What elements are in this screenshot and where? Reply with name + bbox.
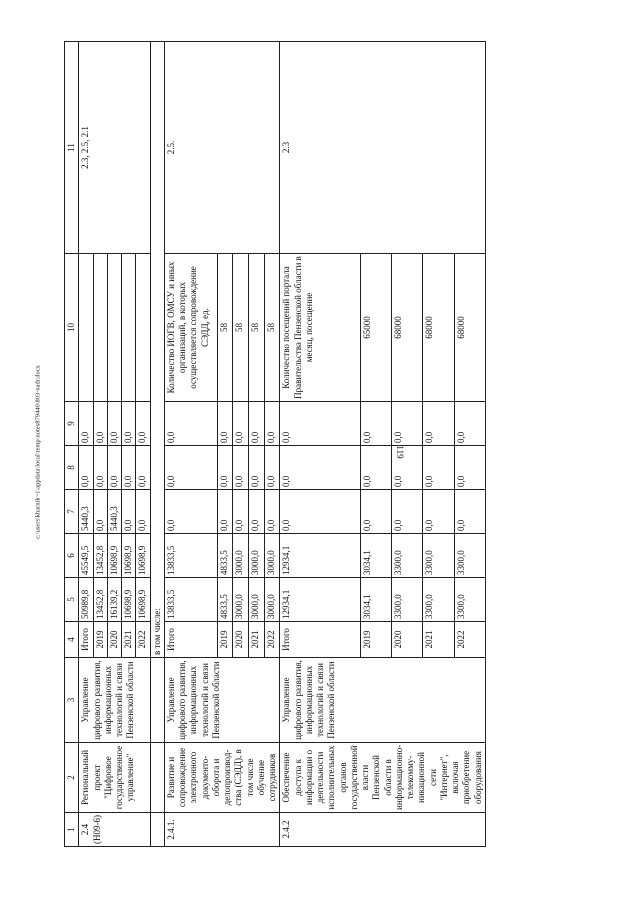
regional-budget-cell: 13452,8 [93, 534, 107, 578]
table-row [280, 42, 361, 847]
federal-budget-cell: 0,0 [122, 490, 136, 534]
indicator-value: 58 [233, 254, 249, 402]
regional-budget-cell: 10698,9 [122, 534, 136, 578]
executor: Управление цифрового развития, информационных технологий и связи Пензенской области [280, 658, 486, 743]
indicator-name: Количество посещений портала Правительства Пензенской области в месяц, посещение [280, 254, 361, 402]
in-that-number-row [150, 42, 164, 847]
local-budget-cell: 0,0 [248, 446, 264, 490]
indicator-value: 58 [264, 254, 280, 402]
offbudget-cell: 0,0 [264, 402, 280, 446]
federal-budget-cell: 0,0 [454, 490, 485, 534]
indicator-cell [107, 254, 121, 402]
regional-budget-cell: 10698,9 [107, 534, 121, 578]
offbudget-cell: 0,0 [360, 402, 391, 446]
local-budget-cell: 0,0 [217, 446, 233, 490]
regional-budget-cell: 10698,9 [136, 534, 150, 578]
indicator-name: Количество ИОГВ, ОМСУ и иных организаций, в которых осуществляется сопровождение СЭДД, ед. [164, 254, 217, 402]
local-budget-cell: 0,0 [233, 446, 249, 490]
regional-budget-cell: 3000,0 [264, 534, 280, 578]
year-cell: Итого [280, 622, 361, 658]
col-2: 2 [65, 743, 79, 813]
total-funding-cell: 50989,8 [79, 578, 93, 622]
indicator-value: 58 [217, 254, 233, 402]
task-ref: 2.3, 2.5, 2.1 [79, 42, 150, 254]
federal-budget-cell: 0,0 [93, 490, 107, 534]
executor: Управление цифрового развития, информационных технологий и связи Пензенской области [164, 658, 280, 743]
row-id: 2.4.1. [164, 813, 280, 847]
col-10: 10 [65, 254, 79, 402]
year-cell: 2022 [264, 622, 280, 658]
total-funding-cell: 3000,0 [248, 578, 264, 622]
offbudget-cell: 0,0 [454, 402, 485, 446]
activity-name: Обеспечение доступа к информации о деятельности исполнительных органов государственной власти Пензенской области в информационно-телекомму-никационной сети "Интернет", включая приобретение оборудования [280, 743, 486, 813]
program-table [64, 41, 486, 847]
table-body [79, 42, 486, 847]
total-funding-cell: 13452,8 [93, 578, 107, 622]
row-id: 2.4.2 [280, 813, 486, 847]
local-budget-cell: 0,0 [423, 446, 454, 490]
col-9: 9 [65, 402, 79, 446]
offbudget-cell: 0,0 [423, 402, 454, 446]
offbudget-cell: 0,0 [79, 402, 93, 446]
in-that-number-label: в том числе: [150, 42, 164, 658]
indicator-cell [122, 254, 136, 402]
federal-budget-cell: 0,0 [233, 490, 249, 534]
col-8: 8 [65, 446, 79, 490]
year-cell: 2020 [233, 622, 249, 658]
offbudget-cell: 0,0 [164, 402, 217, 446]
local-budget-cell: 0,0 [93, 446, 107, 490]
indicator-value: 68000 [423, 254, 454, 402]
local-budget-cell: 0,0 [392, 446, 423, 490]
regional-budget-cell: 3300,0 [392, 534, 423, 578]
year-cell: 2022 [454, 622, 485, 658]
col-1: 1 [65, 813, 79, 847]
year-cell: 2020 [392, 622, 423, 658]
total-funding-cell: 3300,0 [423, 578, 454, 622]
year-cell: Итого [79, 622, 93, 658]
federal-budget-cell: 5440,3 [107, 490, 121, 534]
col-11: 11 [65, 42, 79, 254]
rotated-table-wrapper [64, 42, 640, 847]
regional-budget-cell: 12934,1 [280, 534, 361, 578]
federal-budget-cell: 0,0 [136, 490, 150, 534]
offbudget-cell: 0,0 [233, 402, 249, 446]
total-funding-cell: 16139,2 [107, 578, 121, 622]
regional-budget-cell: 4833,5 [217, 534, 233, 578]
total-funding-cell: 3000,0 [233, 578, 249, 622]
empty-cell [150, 813, 164, 847]
page-number: 119 [395, 445, 405, 459]
total-funding-cell: 10698,9 [136, 578, 150, 622]
local-budget-cell: 0,0 [79, 446, 93, 490]
local-budget-cell: 0,0 [264, 446, 280, 490]
year-cell: 2020 [107, 622, 121, 658]
year-cell: 2019 [93, 622, 107, 658]
local-budget-cell: 0,0 [454, 446, 485, 490]
offbudget-cell: 0,0 [107, 402, 121, 446]
task-ref: 2.3 [280, 42, 486, 254]
row-id: 2.4 (Н09-6) [79, 813, 150, 847]
local-budget-cell: 0,0 [122, 446, 136, 490]
year-cell: Итого [164, 622, 217, 658]
offbudget-cell: 0,0 [392, 402, 423, 446]
indicator-cell [93, 254, 107, 402]
empty-cell [150, 743, 164, 813]
total-funding-cell: 12934,1 [280, 578, 361, 622]
federal-budget-cell: 0,0 [248, 490, 264, 534]
activity-name: Региональный проект "Цифровое государственное управление" [79, 743, 150, 813]
regional-budget-cell: 3000,0 [233, 534, 249, 578]
local-budget-cell: 0,0 [107, 446, 121, 490]
regional-budget-cell: 45549,5 [79, 534, 93, 578]
total-funding-cell: 3300,0 [392, 578, 423, 622]
federal-budget-cell: 0,0 [392, 490, 423, 534]
col-6: 6 [65, 534, 79, 578]
indicator-value: 58 [248, 254, 264, 402]
empty-cell [150, 658, 164, 743]
col-7: 7 [65, 490, 79, 534]
column-number-row [65, 42, 79, 847]
federal-budget-cell: 5440,3 [79, 490, 93, 534]
offbudget-cell: 0,0 [136, 402, 150, 446]
offbudget-cell: 0,0 [280, 402, 361, 446]
federal-budget-cell: 0,0 [164, 490, 217, 534]
offbudget-cell: 0,0 [217, 402, 233, 446]
year-cell: 2021 [423, 622, 454, 658]
table-row [79, 42, 93, 847]
offbudget-cell: 0,0 [122, 402, 136, 446]
regional-budget-cell: 13833,5 [164, 534, 217, 578]
federal-budget-cell: 0,0 [264, 490, 280, 534]
regional-budget-cell: 3000,0 [248, 534, 264, 578]
total-funding-cell: 3034,1 [360, 578, 391, 622]
regional-budget-cell: 3300,0 [454, 534, 485, 578]
total-funding-cell: 13833,5 [164, 578, 217, 622]
local-budget-cell: 0,0 [280, 446, 361, 490]
federal-budget-cell: 0,0 [360, 490, 391, 534]
total-funding-cell: 3000,0 [264, 578, 280, 622]
indicator-cell [136, 254, 150, 402]
file-path-footer: c:\users\kharnik~1\appdata\local\temp\notes879440\803-nadr.docx [34, 365, 42, 539]
local-budget-cell: 0,0 [360, 446, 391, 490]
task-ref: 2.5. [164, 42, 280, 254]
indicator-cell [79, 254, 93, 402]
offbudget-cell: 0,0 [93, 402, 107, 446]
year-cell: 2019 [217, 622, 233, 658]
federal-budget-cell: 0,0 [423, 490, 454, 534]
local-budget-cell: 0,0 [164, 446, 217, 490]
total-funding-cell: 4833,5 [217, 578, 233, 622]
federal-budget-cell: 0,0 [217, 490, 233, 534]
indicator-value: 68000 [454, 254, 485, 402]
indicator-value: 65000 [360, 254, 391, 402]
indicator-value: 68000 [392, 254, 423, 402]
year-cell: 2021 [122, 622, 136, 658]
table-row [164, 42, 217, 847]
year-cell: 2022 [136, 622, 150, 658]
year-cell: 2021 [248, 622, 264, 658]
executor: Управление цифрового развития, информационных технологий и связи Пензенской области [79, 658, 150, 743]
col-4: 4 [65, 622, 79, 658]
activity-name: Развитие и сопровождение электронного документо-оборота и делопроизвод-ства (СЭДД), в том числе обучение сотрудников [164, 743, 280, 813]
col-3: 3 [65, 658, 79, 743]
col-5: 5 [65, 578, 79, 622]
local-budget-cell: 0,0 [136, 446, 150, 490]
total-funding-cell: 3300,0 [454, 578, 485, 622]
federal-budget-cell: 0,0 [280, 490, 361, 534]
total-funding-cell: 10698,9 [122, 578, 136, 622]
offbudget-cell: 0,0 [248, 402, 264, 446]
regional-budget-cell: 3034,1 [360, 534, 391, 578]
year-cell: 2019 [360, 622, 391, 658]
regional-budget-cell: 3300,0 [423, 534, 454, 578]
